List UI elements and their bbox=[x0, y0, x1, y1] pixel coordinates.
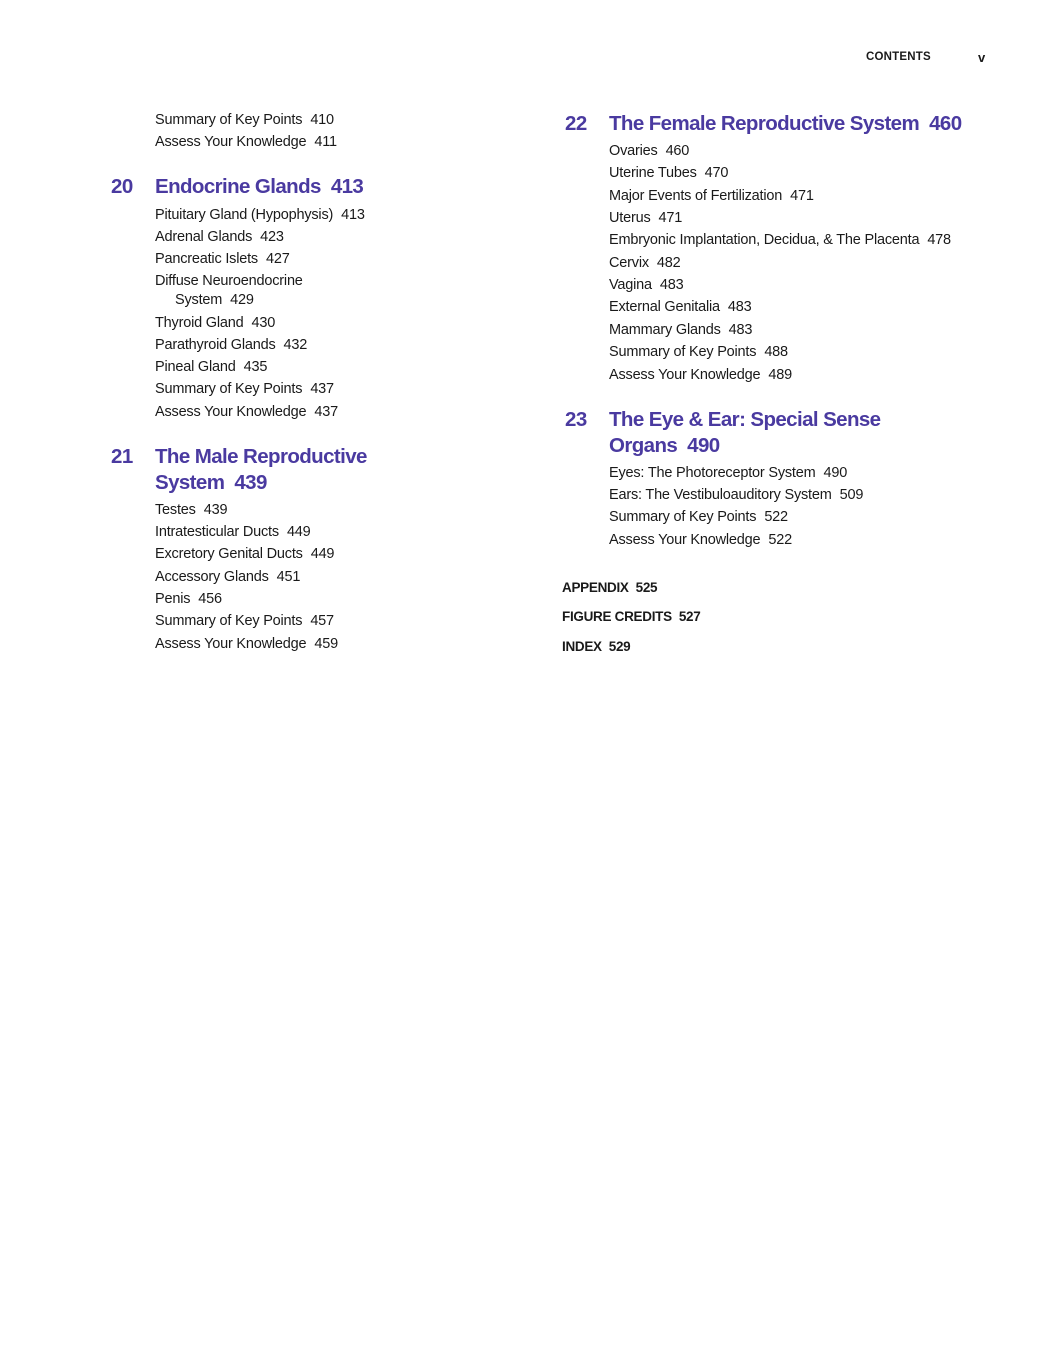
toc-entry[interactable]: Accessory Glands 451 bbox=[155, 569, 301, 585]
toc-entry[interactable]: Pineal Gland 435 bbox=[155, 359, 268, 375]
toc-entry[interactable]: External Genitalia 483 bbox=[609, 299, 752, 315]
toc-entry[interactable]: Excretory Genital Ducts 449 bbox=[155, 546, 335, 562]
toc-entry[interactable]: Adrenal Glands 423 bbox=[155, 229, 284, 245]
toc-entry[interactable]: Assess Your Knowledge 411 bbox=[155, 134, 337, 150]
back-matter-appendix[interactable]: APPENDIX 525 bbox=[562, 580, 658, 595]
toc-entry[interactable]: Pancreatic Islets 427 bbox=[155, 251, 290, 267]
chapter-title[interactable]: The Male Reproductive System 439 bbox=[155, 445, 367, 494]
chapter-number: 21 bbox=[111, 445, 133, 468]
toc-entry[interactable]: Assess Your Knowledge 459 bbox=[155, 636, 338, 652]
toc-entry[interactable]: Mammary Glands 483 bbox=[609, 322, 753, 338]
toc-entry[interactable]: Assess Your Knowledge 522 bbox=[609, 532, 792, 548]
toc-entry[interactable]: Assess Your Knowledge 437 bbox=[155, 404, 338, 420]
back-matter-index[interactable]: INDEX 529 bbox=[562, 639, 631, 654]
toc-entry[interactable]: Embryonic Implantation, Decidua, & The Placenta 478 bbox=[609, 232, 951, 248]
toc-entry[interactable]: Uterus 471 bbox=[609, 210, 683, 226]
chapter-title[interactable]: The Eye & Ear: Special Sense Organs 490 bbox=[609, 408, 881, 457]
toc-entry[interactable]: Ovaries 460 bbox=[609, 143, 690, 159]
toc-entry[interactable]: Summary of Key Points 488 bbox=[609, 344, 788, 360]
back-matter-figure-credits[interactable]: FIGURE CREDITS 527 bbox=[562, 609, 701, 624]
toc-entry[interactable]: Ears: The Vestibuloauditory System 509 bbox=[609, 487, 864, 503]
toc-entry[interactable]: Testes 439 bbox=[155, 502, 228, 518]
chapter-number: 22 bbox=[565, 112, 587, 135]
chapter-number: 20 bbox=[111, 175, 133, 198]
chapter-title[interactable]: The Female Reproductive System 460 bbox=[609, 112, 962, 135]
chapter-title[interactable]: Endocrine Glands 413 bbox=[155, 175, 364, 198]
chapter-number: 23 bbox=[565, 408, 587, 431]
toc-entry[interactable]: Assess Your Knowledge 489 bbox=[609, 367, 792, 383]
toc-entry[interactable]: Thyroid Gland 430 bbox=[155, 315, 276, 331]
toc-entry[interactable]: Summary of Key Points 522 bbox=[609, 509, 788, 525]
toc-entry[interactable]: Summary of Key Points 437 bbox=[155, 381, 334, 397]
toc-entry[interactable]: Eyes: The Photoreceptor System 490 bbox=[609, 465, 848, 481]
toc-entry[interactable]: Vagina 483 bbox=[609, 277, 684, 293]
toc-entry[interactable]: Major Events of Fertilization 471 bbox=[609, 188, 814, 204]
toc-entry[interactable]: Diffuse Neuroendocrine System 429 bbox=[155, 273, 303, 308]
toc-entry[interactable]: Cervix 482 bbox=[609, 255, 681, 271]
toc-entry[interactable]: Uterine Tubes 470 bbox=[609, 165, 729, 181]
toc-entry[interactable]: Penis 456 bbox=[155, 591, 222, 607]
toc-entry[interactable]: Parathyroid Glands 432 bbox=[155, 337, 308, 353]
toc-entry[interactable]: Intratesticular Ducts 449 bbox=[155, 524, 311, 540]
toc-entry[interactable]: Summary of Key Points 457 bbox=[155, 613, 334, 629]
toc-entry[interactable]: Pituitary Gland (Hypophysis) 413 bbox=[155, 207, 365, 223]
toc-entry[interactable]: Summary of Key Points 410 bbox=[155, 112, 334, 128]
running-head-page-number: v bbox=[978, 50, 986, 65]
running-head-label: CONTENTS bbox=[866, 51, 931, 63]
running-head bbox=[866, 51, 996, 67]
